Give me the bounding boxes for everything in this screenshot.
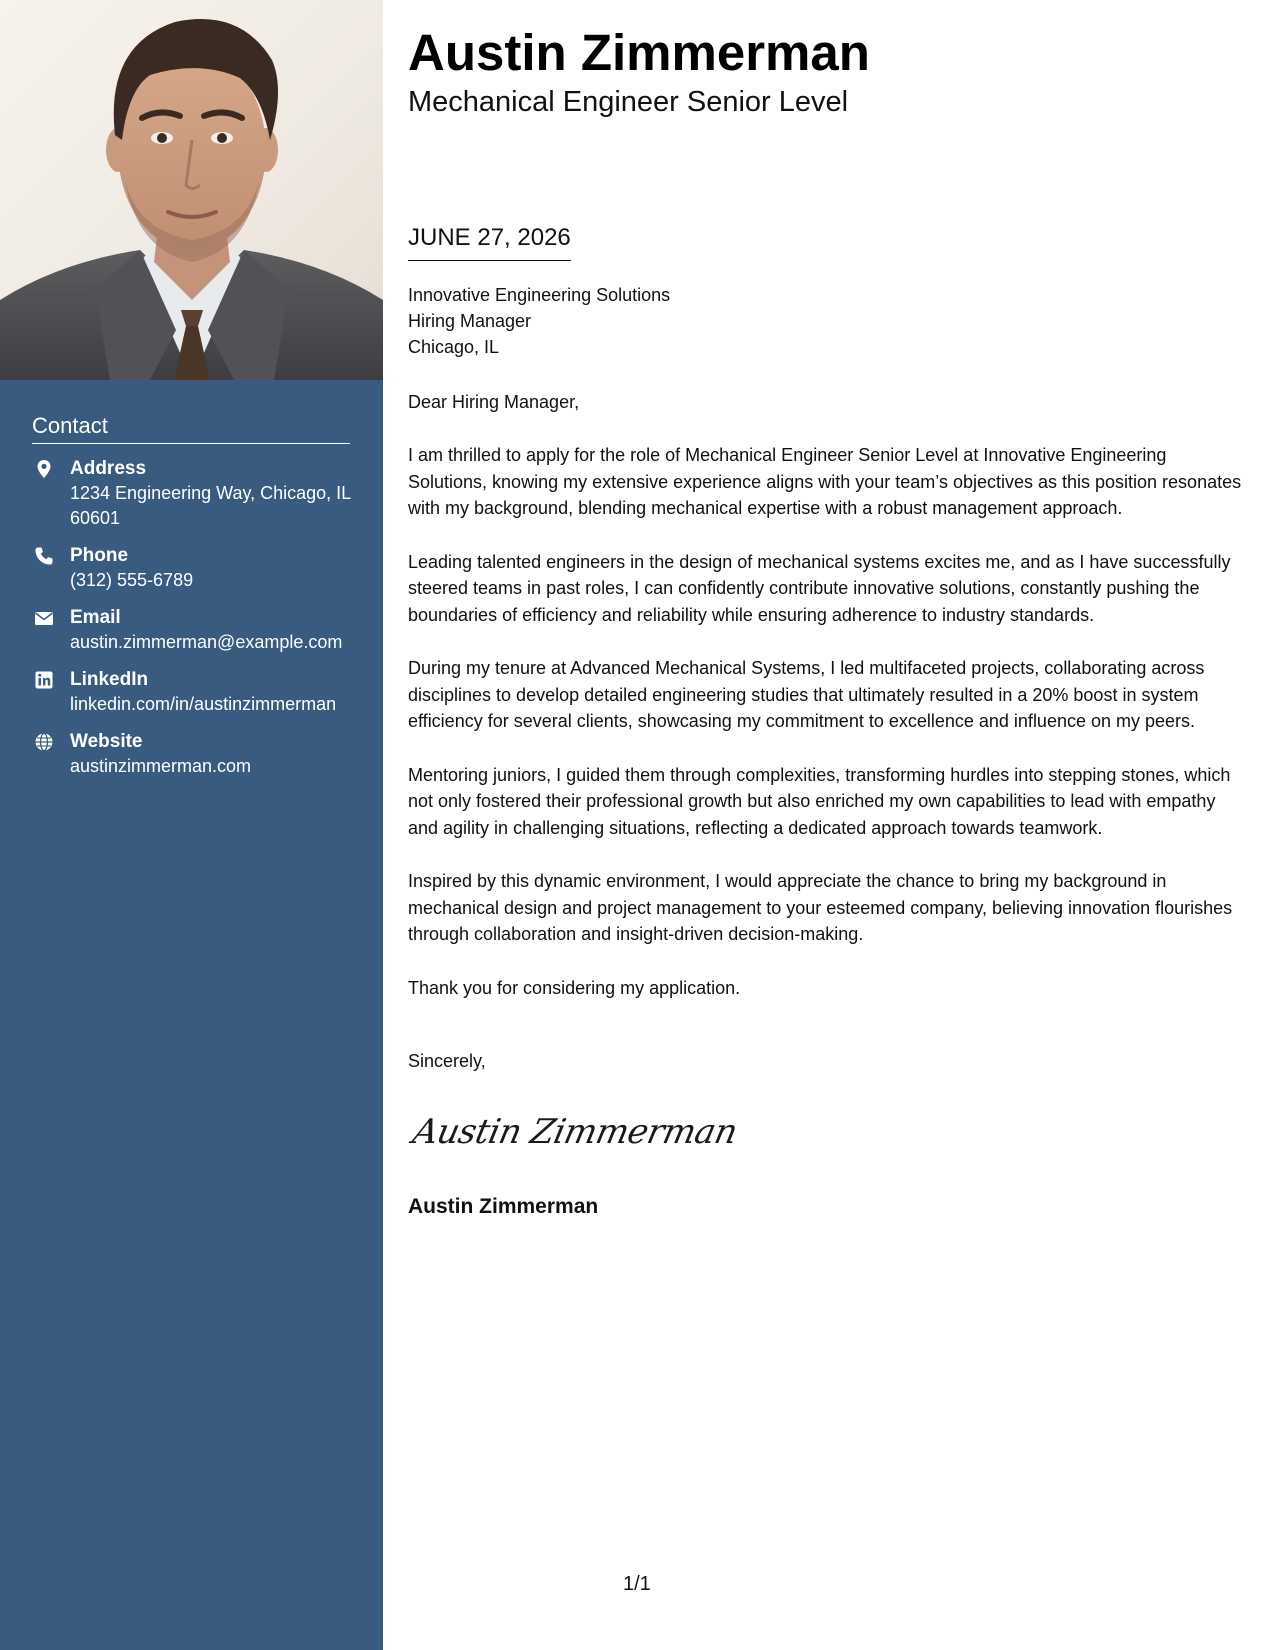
contact-value: (312) 555-6789 [70,570,194,590]
contact-label: Phone [70,545,129,566]
body-paragraph: I am thrilled to apply for the role of Mechanical Engineer Senior Level at Innovative Engineering Solutions, knowing my extensive experience aligns with your team’s objectives as this position resonates with my background, blending mechanical expertise with a robust management approach. [408,445,1242,518]
body-paragraph: Inspired by this dynamic environment, I would appreciate the chance to bring my background in mechanical design and project management to your esteemed company, believing innovation flourishes through collaboration and insight-driven decision-making. [408,871,1233,944]
recipient-company: Innovative Engineering Solutions [408,285,671,305]
contact-value[interactable]: austinzimmerman.com [70,756,252,776]
phone-icon [34,546,54,566]
handwritten-signature: Austin Zimmerman [409,1112,741,1152]
location-pin-icon [34,459,54,479]
letter-date: JUNE 27, 2026 [408,222,571,261]
contact-label: LinkedIn [70,669,149,690]
contact-item-address [32,457,352,531]
recipient-location: Chicago, IL [408,337,500,357]
contact-value[interactable]: linkedin.com/in/austinzimmerman [70,694,337,714]
salutation: Dear Hiring Manager, [408,392,580,412]
job-title: Mechanical Engineer Senior Level [408,86,849,118]
contact-list [32,457,352,792]
signer-name: Austin Zimmerman [408,1195,599,1218]
contact-label: Website [70,731,143,752]
sidebar [0,0,383,1650]
contact-value[interactable]: austin.zimmerman@example.com [70,632,343,652]
globe-icon [34,732,54,752]
contact-item-website [32,730,352,779]
body-paragraph: Thank you for considering my application. [408,977,741,998]
letter-body [408,442,1248,1028]
body-paragraph: During my tenure at Advanced Mechanical Systems, I led multifaceted projects, collaborating across disciplines to develop detailed engineering studies that ultimately resulted in a 20% boost in system efficiency for several clients, showcasing my commitment to excellence and influence on my peers. [408,658,1205,731]
profile-photo [0,0,383,380]
email-icon [34,608,54,628]
linkedin-icon [34,670,54,690]
contact-item-phone [32,544,352,593]
body-paragraph: Mentoring juniors, I guided them through complexities, transforming hurdles into stepping stones, which not only fostered their professional growth but also enriched my own capabilities to lead with empathy and agility in challenging situations, reflecting a dedicated approach towards teamwork. [408,764,1231,838]
recipient-role: Hiring Manager [408,311,532,331]
body-paragraph: Leading talented engineers in the design of mechanical systems excites me, and as I have successfully steered teams in past roles, I can confidently contribute innovative solutions, constantly pushing the boundaries of efficiency and reliability while ensuring adherence to industry standards. [408,551,1231,625]
contact-value: 1234 Engineering Way, Chicago, IL 60601 [70,483,351,528]
applicant-name: Austin Zimmerman [408,24,870,81]
closing: Sincerely, [408,1051,486,1071]
contact-item-email [32,606,352,655]
recipient-block [408,282,1248,360]
contact-heading: Contact [32,413,350,444]
page-number: 1/1 [623,1573,651,1595]
contact-label: Email [70,607,121,628]
contact-item-linkedin [32,668,352,717]
contact-label: Address [70,458,147,479]
